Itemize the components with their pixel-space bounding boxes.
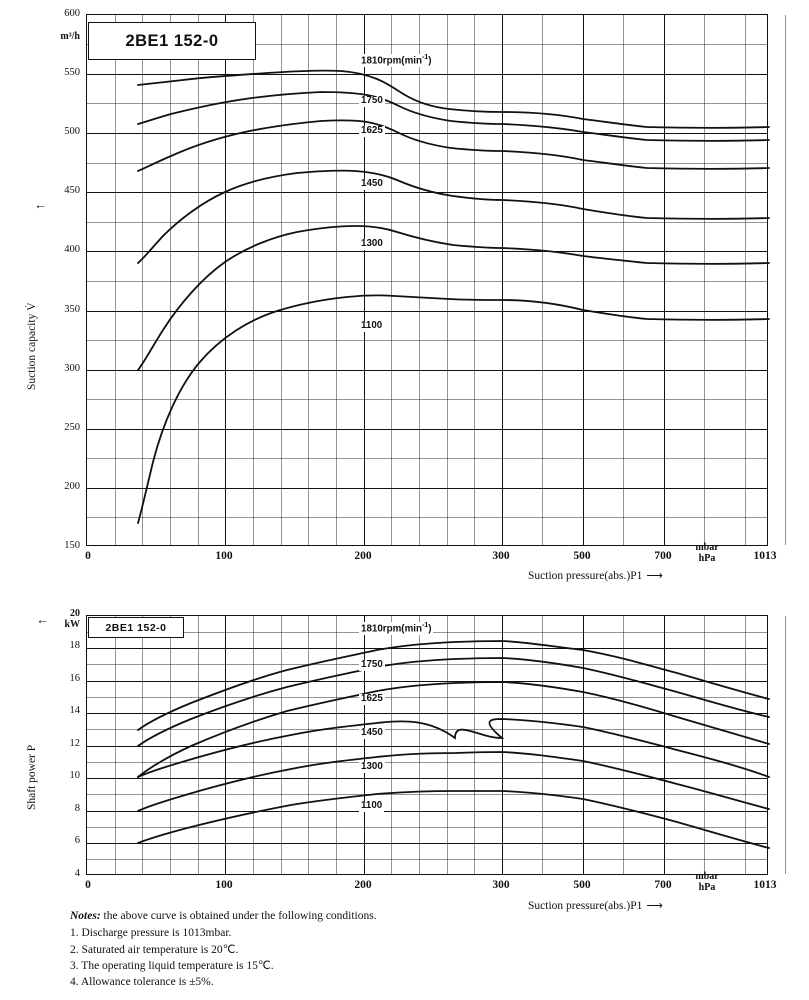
- notes-heading-label: Notes:: [70, 910, 101, 922]
- power-curve-label-1450: 1450: [361, 727, 383, 738]
- power-xtick-100: 100: [215, 879, 233, 891]
- curve-1750: [138, 92, 769, 141]
- curve-label-1625: 1625: [361, 125, 383, 136]
- curve-label-1750: 1750: [361, 95, 383, 106]
- curve-1300: [138, 226, 769, 370]
- power-ytick-16: 16: [69, 673, 80, 684]
- ytick-150: 150: [64, 540, 80, 551]
- xtick-0: 0: [85, 550, 91, 562]
- x-unit-hpa-suction-capacity: hPa: [698, 553, 716, 564]
- power-ytick-14: 14: [69, 705, 80, 716]
- power-curve-label-1625: 1625: [361, 693, 383, 704]
- xtick-1013: 1013: [753, 550, 777, 562]
- x-unit-hpa-shaft-power: hPa: [698, 882, 716, 893]
- y-axis-arrow-shaft-power: ↑: [34, 618, 49, 625]
- x-axis-caption-shaft-power: Suction pressure(abs.)P1 ⟶: [528, 900, 663, 912]
- plot-area-shaft-power: [86, 615, 768, 875]
- power-curve-label-1750: 1750: [361, 659, 383, 670]
- xtick-200: 200: [354, 550, 372, 562]
- note-item-1: 1. Discharge pressure is 1013mbar.: [70, 927, 232, 940]
- y-axis-caption-shaft-power: Shaft power P: [26, 744, 38, 810]
- unit-label-suction-capacity: m³/h: [60, 31, 80, 42]
- power-curve-1450: [138, 719, 769, 777]
- model-badge-shaft-power: 2BE1 152-0: [88, 617, 184, 638]
- ytick-20-shaft-power: 20: [70, 608, 80, 619]
- ytick-600: 600: [64, 8, 80, 19]
- model-badge-suction-capacity: 2BE1 152-0: [88, 22, 256, 60]
- ytick-200: 200: [64, 481, 80, 492]
- curve-label-1810: $1810rpm(\min^{-1})$: [361, 54, 432, 67]
- power-curve-1625: [138, 682, 769, 777]
- ytick-300: 300: [64, 363, 80, 374]
- power-xtick-0: 0: [85, 879, 91, 891]
- curve-label-1450: 1450: [361, 178, 383, 189]
- curve-label-1300: 1300: [361, 238, 383, 249]
- y-axis-arrow-suction-capacity: ↑: [32, 203, 47, 210]
- x-unit-mbar-shaft-power: mbar: [695, 871, 719, 882]
- power-xtick-700: 700: [654, 879, 672, 891]
- power-ytick-10: 10: [69, 770, 80, 781]
- x-unit-mbar-suction-capacity: mbar: [695, 542, 719, 553]
- ytick-400: 400: [64, 244, 80, 255]
- power-curve-label-1100: 1100: [361, 800, 383, 811]
- ytick-250: 250: [64, 422, 80, 433]
- xtick-100: 100: [215, 550, 233, 562]
- power-ytick-4: 4: [74, 868, 80, 879]
- xtick-500: 500: [573, 550, 591, 562]
- xtick-300: 300: [492, 550, 510, 562]
- curve-label-1100: 1100: [361, 320, 383, 331]
- power-ytick-18: 18: [69, 640, 80, 651]
- unit-label-shaft-power: kW: [64, 619, 80, 630]
- notes-heading: [70, 908, 670, 924]
- curve-1810: [138, 71, 769, 128]
- power-curve-1750: [138, 658, 769, 746]
- curve-set-shaft-power: [87, 616, 769, 876]
- curve-1100: [138, 295, 769, 523]
- ytick-450: 450: [64, 185, 80, 196]
- power-ytick-8: 8: [74, 803, 80, 814]
- note-item-2: 2. Saturated air temperature is 20℃.: [70, 943, 239, 956]
- power-xtick-300: 300: [492, 879, 510, 891]
- note-item-3: 3. The operating liquid temperature is 15℃.: [70, 959, 274, 972]
- y-axis-caption-suction-capacity: Suction capacity V: [26, 302, 38, 390]
- power-curve-label-1300: 1300: [361, 761, 383, 772]
- power-ytick-6: 6: [74, 835, 80, 846]
- power-curve-1100: [138, 791, 769, 848]
- xtick-700: 700: [654, 550, 672, 562]
- power-ytick-12: 12: [69, 738, 80, 749]
- plot-area-suction-capacity: [86, 14, 768, 546]
- power-curve-1300: [138, 752, 769, 811]
- curve-1450: [138, 171, 769, 263]
- power-xtick-1013: 1013: [753, 879, 777, 891]
- power-xtick-500: 500: [573, 879, 591, 891]
- note-item-4: 4. Allowance tolerance is ±5%.: [70, 976, 214, 989]
- notes-block: [70, 908, 670, 991]
- ytick-350: 350: [64, 304, 80, 315]
- ytick-500: 500: [64, 126, 80, 137]
- curve-set-suction-capacity: [87, 15, 769, 547]
- power-curve-label-1810: $1810rpm(\min^{-1})$: [361, 622, 432, 635]
- ytick-550: 550: [64, 67, 80, 78]
- power-xtick-200: 200: [354, 879, 372, 891]
- notes-heading-text: the above curve is obtained under the following conditions.: [100, 910, 377, 922]
- x-axis-caption-suction-capacity: Suction pressure(abs.)P1 ⟶: [528, 570, 663, 582]
